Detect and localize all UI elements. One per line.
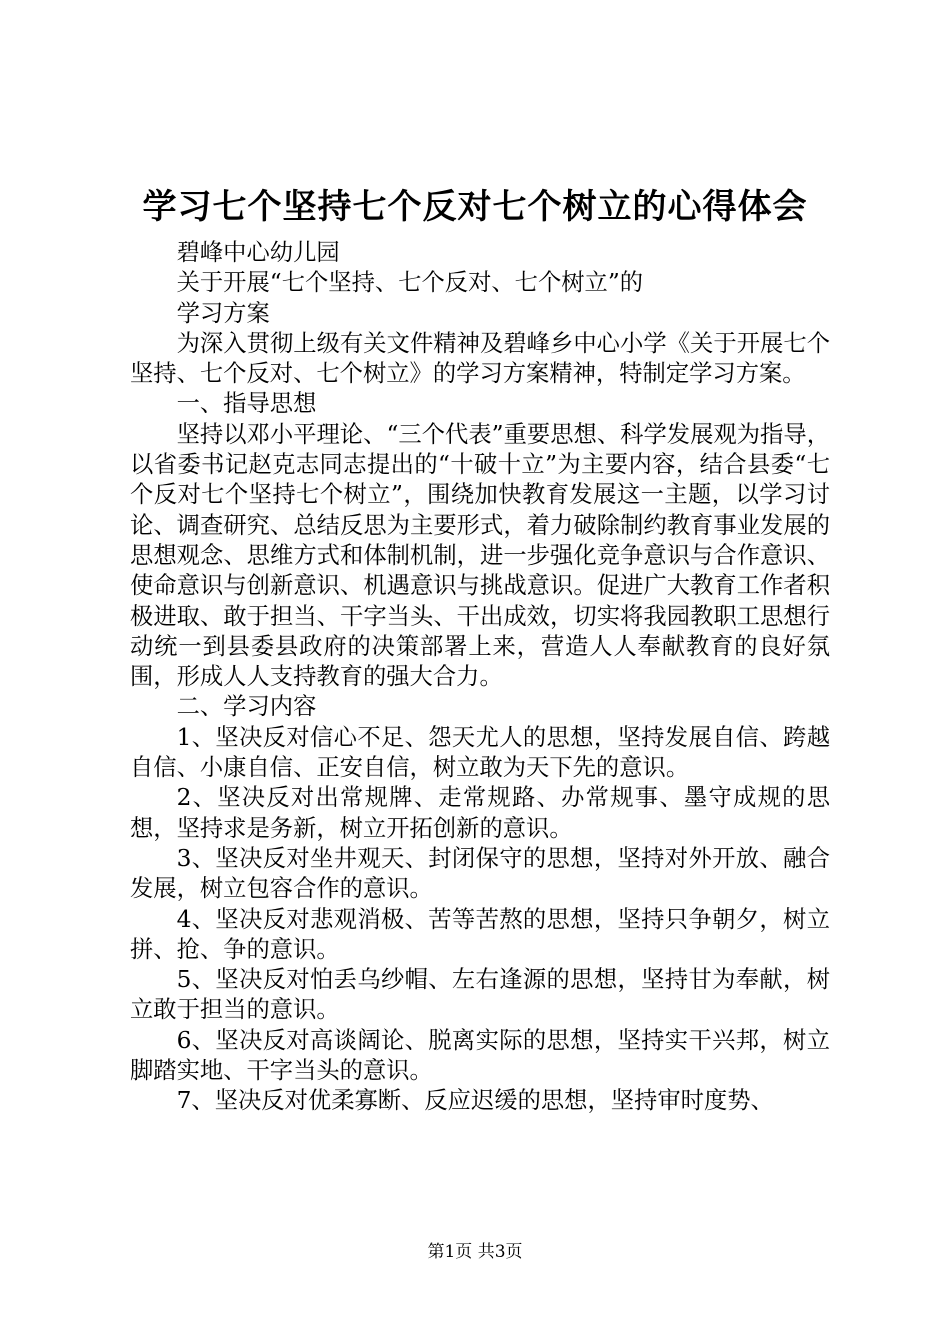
guiding-ideology-paragraph: 坚持以邓小平理论、“三个代表”重要思想、科学发展观为指导，以省委书记赵克志同志提出的“十破十立”为主要内容，结合县委“七个反对七个坚持七个树立”，围绕加快教育发展这一主题，以学习讨论、调查研究、总结反思为主要形式，着力破除制约教育事业发展的思想观念、思维方式和体制机制，进一步强化竞争意识与合作意识、使命意识与创新意识、机遇意识与挑战意识。促进广大教育工作者积极进取、敢于担当、干字当头、干出成效，切实将我园教职工思想行动统一到县委县政府的决策部署上来，营造人人奉献教育的良好氛围，形成人人支持教育的强大合力。 <box>130 420 830 691</box>
org-name: 碧峰中心幼儿园 <box>176 239 340 266</box>
study-item-6: 6、坚决反对高谈阔论、脱离实际的思想，坚持实干兴邦，树立脚踏实地、干字当头的意识。 <box>130 1026 830 1085</box>
section-heading-guiding-ideology: 一、指导思想 <box>176 390 317 418</box>
document-title: 学习七个坚持七个反对七个树立的心得体会 <box>142 187 808 227</box>
section-heading-study-content: 二、学习内容 <box>176 693 317 721</box>
plan-heading-line-2: 学习方案 <box>176 299 270 327</box>
study-item-2: 2、坚决反对出常规牌、走常规路、办常规事、墨守成规的思想，坚持求是务新，树立开拓创新的意识。 <box>130 784 830 842</box>
document-body <box>130 238 830 1117</box>
plan-heading-line-1: 关于开展“七个坚持、七个反对、七个树立”的 <box>176 269 644 297</box>
page-number-footer: 第1页 共3页 <box>427 1242 523 1262</box>
study-item-4: 4、坚决反对悲观消极、苦等苦熬的思想，坚持只争朝夕，树立拼、抢、争的意识。 <box>130 905 830 963</box>
study-item-5: 5、坚决反对怕丢乌纱帽、左右逢源的思想，坚持甘为奉献，树立敢于担当的意识。 <box>130 966 830 1024</box>
study-item-1: 1、坚决反对信心不足、怨天尤人的思想，坚持发展自信、跨越自信、小康自信、正安自信，树立敢为天下先的意识。 <box>130 723 830 782</box>
study-item-3: 3、坚决反对坐井观天、封闭保守的思想，坚持对外开放、融合发展，树立包容合作的意识。 <box>130 844 830 903</box>
intro-paragraph: 为深入贯彻上级有关文件精神及碧峰乡中心小学《关于开展七个坚持、七个反对、七个树立》的学习方案精神，特制定学习方案。 <box>130 329 830 388</box>
study-item-7: 7、坚决反对优柔寡断、反应迟缓的思想，坚持审时度势、 <box>176 1087 774 1115</box>
